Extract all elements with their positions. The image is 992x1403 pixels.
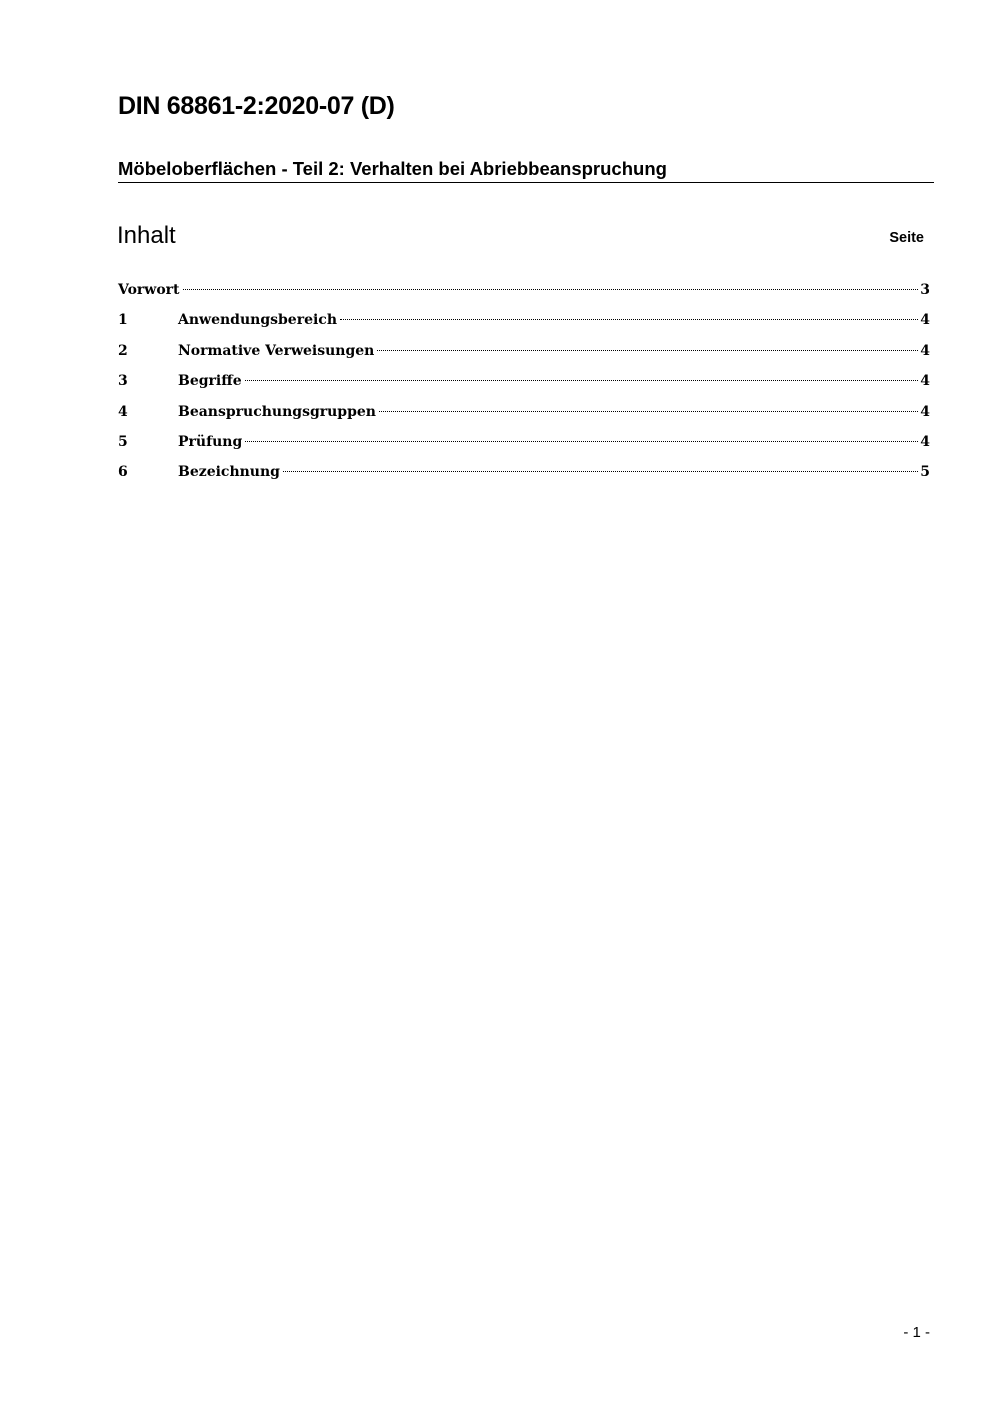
- toc-dot-leader: [283, 471, 918, 472]
- toc-page-column-label: Seite: [889, 230, 924, 246]
- toc-dot-leader: [377, 350, 918, 351]
- toc-entry-number: 2: [118, 342, 128, 359]
- toc-entry-beanspruchungsgruppen[interactable]: [118, 400, 930, 430]
- toc-entry-title[interactable]: Normative Verweisungen: [178, 342, 375, 359]
- toc-entry-page: 4: [920, 403, 930, 420]
- document-id: DIN 68861-2:2020-07 (D): [118, 92, 395, 120]
- toc-dot-leader: [245, 380, 919, 381]
- toc-dot-leader: [379, 411, 918, 412]
- toc-entry-title[interactable]: Beanspruchungsgruppen: [178, 403, 376, 420]
- toc-entry-vorwort[interactable]: [118, 278, 930, 308]
- toc-entry-title[interactable]: Vorwort: [118, 282, 180, 298]
- table-of-contents: [118, 278, 930, 491]
- document-subtitle: Möbeloberflächen - Teil 2: Verhalten bei Abriebbeanspruchung: [118, 157, 934, 183]
- toc-entry-begriffe[interactable]: [118, 369, 930, 399]
- toc-entry-title[interactable]: Begriffe: [178, 373, 242, 390]
- toc-entry-title[interactable]: Anwendungsbereich: [178, 312, 337, 329]
- toc-entry-anwendungsbereich[interactable]: [118, 308, 930, 338]
- toc-entry-page: 5: [920, 464, 930, 481]
- toc-entry-number: 3: [118, 373, 128, 390]
- toc-entry-bezeichnung[interactable]: [118, 460, 930, 490]
- toc-entry-page: 4: [920, 433, 930, 450]
- toc-entry-title[interactable]: Prüfung: [178, 433, 243, 450]
- toc-dot-leader: [245, 441, 918, 442]
- toc-entry-normative-verweisungen[interactable]: [118, 339, 930, 369]
- toc-entry-page: 4: [920, 373, 930, 390]
- toc-entry-page: 4: [920, 342, 930, 359]
- toc-entry-number: 5: [118, 433, 128, 450]
- toc-entry-page: 4: [920, 312, 930, 329]
- toc-dot-leader: [340, 319, 918, 320]
- page-number: - 1 -: [903, 1324, 930, 1341]
- toc-entry-number: 6: [118, 464, 128, 481]
- toc-entry-number: 4: [118, 403, 128, 420]
- toc-entry-title[interactable]: Bezeichnung: [178, 464, 280, 481]
- toc-entry-page: 3: [920, 282, 930, 298]
- toc-entry-pruefung[interactable]: [118, 430, 930, 460]
- toc-dot-leader: [183, 289, 919, 290]
- toc-heading: Inhalt: [117, 222, 176, 249]
- toc-entry-number: 1: [118, 312, 128, 329]
